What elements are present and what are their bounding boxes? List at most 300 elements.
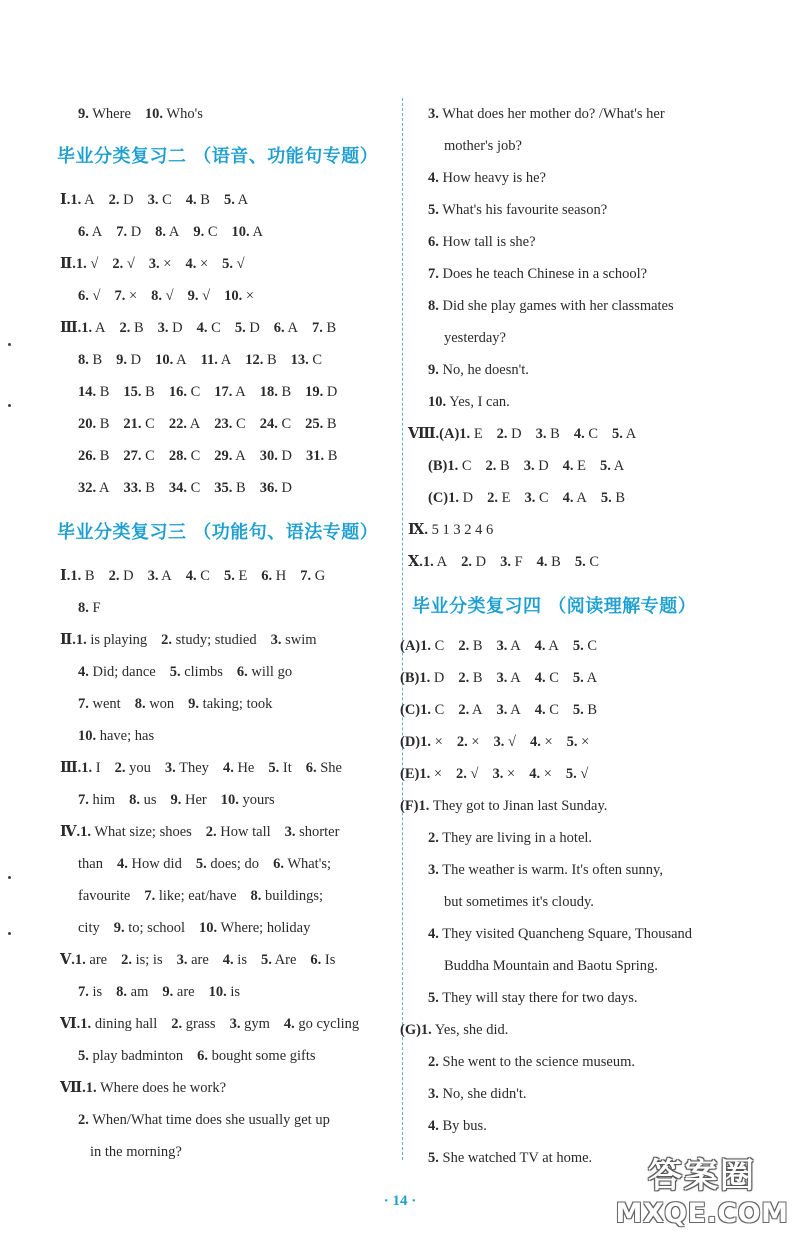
answer-text: C (190, 384, 201, 400)
answer-item (224, 190, 248, 210)
item-number: 2. (428, 1054, 439, 1070)
answer-item (114, 918, 185, 938)
answer-item (60, 950, 107, 970)
answer-item (457, 732, 480, 752)
answer-line (60, 190, 248, 210)
answer-item (563, 456, 586, 476)
item-number: 2. (458, 638, 470, 654)
answer-text: C (312, 352, 323, 368)
answer-text: B (551, 554, 561, 570)
answer-text: go cycling (298, 1016, 360, 1032)
answer-text: B (615, 490, 626, 506)
answer-item (60, 630, 147, 650)
item-number: 5. (574, 554, 586, 570)
answer-text: They got to Jinan last Sunday. (432, 798, 608, 814)
item-number: 11. (200, 352, 218, 368)
answer-text: F (514, 554, 523, 570)
answer-item (116, 222, 141, 242)
item-number: Ⅳ.1. (60, 824, 91, 840)
item-number: 4. (428, 170, 439, 186)
answer-text: A (220, 352, 232, 368)
answer-text: B (472, 638, 483, 654)
answer-text: A (161, 568, 172, 584)
answer-item (428, 392, 510, 412)
answer-item (260, 414, 291, 434)
item-number: 4. (534, 670, 546, 686)
answer-text: C (211, 320, 221, 336)
answer-item (109, 190, 134, 210)
item-number: 2. (78, 1112, 89, 1128)
answer-item (78, 350, 102, 370)
answer-item (428, 104, 665, 124)
answer-item (601, 488, 625, 508)
answer-line (78, 104, 203, 124)
answer-item (161, 630, 256, 650)
answer-item (251, 886, 324, 906)
answer-text: us (143, 792, 157, 808)
answer-item (428, 200, 607, 220)
item-number: 4. (529, 766, 541, 782)
answer-text: A (235, 448, 246, 464)
answer-item (223, 950, 247, 970)
answer-item (114, 286, 137, 306)
answer-text: She watched TV at home. (442, 1150, 593, 1166)
answer-text: C (549, 670, 559, 686)
answer-text: D (249, 320, 260, 336)
item-number: 5. (565, 766, 577, 782)
item-number: 20. (78, 416, 97, 432)
answer-item (197, 318, 221, 338)
answer-item (497, 700, 521, 720)
item-number: (F)1. (400, 798, 430, 814)
answer-text: B (99, 416, 110, 432)
answer-line (428, 988, 638, 1008)
answer-line (428, 392, 510, 412)
item-number: (B)1. (428, 458, 459, 474)
answer-line (60, 1014, 359, 1034)
answer-text: is (230, 984, 241, 1000)
item-number: 10. (220, 792, 239, 808)
item-number: 8. (129, 792, 140, 808)
answer-text: He (237, 760, 255, 776)
item-number: 6. (310, 952, 322, 968)
answer-line (428, 456, 624, 476)
item-number: 35. (214, 480, 233, 496)
item-number: 3. (428, 1086, 439, 1102)
answer-text: √ (470, 766, 479, 782)
answer-item (497, 424, 522, 444)
answer-line (428, 200, 607, 220)
answer-line (78, 662, 292, 682)
item-number: 3. (493, 734, 505, 750)
answer-text: C (145, 448, 155, 464)
answer-line (60, 1078, 226, 1098)
answer-text: E (473, 426, 483, 442)
answer-item (78, 446, 109, 466)
answer-item (486, 456, 510, 476)
answer-line (444, 892, 594, 912)
answer-item (408, 424, 483, 444)
item-number: 8. (78, 352, 89, 368)
answer-item (78, 790, 115, 810)
item-number: 7. (78, 696, 89, 712)
answer-line (60, 566, 325, 586)
answer-text: C (190, 448, 201, 464)
answer-item (78, 854, 103, 874)
answer-text: D (538, 458, 549, 474)
answer-item (535, 700, 559, 720)
answer-item (78, 222, 102, 242)
item-number: 3. (535, 426, 547, 442)
item-number: 6. (197, 1048, 208, 1064)
answer-item (535, 668, 559, 688)
answer-item (78, 104, 131, 124)
item-number: 6. (273, 320, 285, 336)
item-number: Ⅰ.1. (60, 568, 82, 584)
answer-line (428, 860, 663, 880)
answer-text: dining hall (94, 1016, 158, 1032)
item-number: 5. (260, 952, 272, 968)
answer-item (201, 350, 232, 370)
item-number: 5. (428, 202, 439, 218)
answer-item (60, 1078, 226, 1098)
answer-item (78, 662, 156, 682)
answer-item (121, 950, 163, 970)
answer-text: to; school (128, 920, 186, 936)
item-number: 3. (492, 766, 504, 782)
answer-text: B (550, 426, 560, 442)
answer-line (60, 950, 335, 970)
answer-text: B (99, 448, 110, 464)
item-number: 5. (612, 426, 623, 442)
answer-item (285, 822, 340, 842)
answer-item (60, 190, 95, 210)
answer-text: A (436, 554, 448, 570)
answer-line (60, 254, 245, 274)
answer-text: × (507, 766, 516, 782)
answer-item (271, 630, 317, 650)
page-number: · 14 · (383, 1193, 417, 1209)
answer-item (535, 636, 559, 656)
answer-text: A (235, 384, 246, 400)
item-number: 34. (168, 480, 187, 496)
item-number: 4. (185, 568, 197, 584)
item-number: 4. (428, 1118, 439, 1134)
answer-text: D (281, 448, 292, 464)
answer-item (116, 982, 148, 1002)
answer-item (461, 552, 486, 572)
answer-item (169, 382, 200, 402)
answer-text: They will stay there for two days. (442, 990, 638, 1006)
item-number: 13. (290, 352, 309, 368)
answer-item (428, 296, 674, 316)
item-number: 2. (485, 458, 497, 474)
answer-text: C (162, 192, 172, 208)
answer-line (428, 488, 625, 508)
answer-item (428, 360, 529, 380)
item-number: 9. (113, 920, 125, 936)
answer-text: Did; dance (92, 664, 156, 680)
answer-line (428, 1148, 592, 1168)
item-number: 8. (250, 888, 262, 904)
answer-item (78, 1046, 183, 1066)
item-number: 2. (456, 734, 468, 750)
item-number: 5. (600, 458, 611, 474)
item-number: 5. (234, 320, 246, 336)
item-number: 10. (199, 920, 218, 936)
answer-item (444, 136, 522, 156)
item-number: 21. (123, 416, 142, 432)
answer-item (575, 552, 599, 572)
item-number: 2. (458, 670, 470, 686)
answer-item (214, 382, 245, 402)
item-number: 2. (487, 490, 498, 506)
answer-item (119, 318, 143, 338)
answer-text: B (281, 384, 292, 400)
item-number: 28. (168, 448, 187, 464)
answer-text: Did she play games with her classmates (442, 298, 674, 314)
item-number: 7. (116, 224, 128, 240)
item-number: 4. (185, 256, 197, 272)
answer-item (123, 382, 154, 402)
answer-item (78, 726, 154, 746)
answer-line (428, 264, 647, 284)
answer-item (115, 758, 151, 778)
answer-item (90, 1142, 182, 1162)
answer-text: is playing (90, 632, 148, 648)
answer-text: A (625, 426, 637, 442)
answer-text: does; do (210, 856, 260, 872)
answer-text: A (510, 670, 521, 686)
answer-text: than (78, 856, 103, 872)
item-number: Ⅷ.(A)1. (408, 426, 471, 442)
answer-text: C (461, 458, 472, 474)
item-number: 2. (205, 824, 217, 840)
answer-item (274, 318, 298, 338)
answer-line (78, 726, 154, 746)
answer-item (428, 1116, 487, 1136)
answer-item (78, 286, 100, 306)
answer-item (224, 286, 254, 306)
answer-item (573, 636, 597, 656)
item-number: (C)1. (428, 490, 460, 506)
item-number: 7. (311, 320, 323, 336)
answer-text: B (236, 480, 246, 496)
answer-text: am (130, 984, 149, 1000)
item-number: Ⅸ. (408, 522, 428, 538)
answer-line (428, 168, 546, 188)
answer-item (78, 478, 109, 498)
answer-text: Where does he work? (100, 1080, 227, 1096)
answer-item (196, 854, 259, 874)
answer-item (237, 662, 292, 682)
answer-item (400, 700, 444, 720)
answer-text: D (326, 384, 338, 400)
item-number: Ⅱ.1. (60, 632, 87, 648)
answer-item (408, 520, 493, 540)
answer-text: Where (92, 106, 131, 122)
answer-text: Who's (166, 106, 203, 122)
answer-item (567, 732, 590, 752)
answer-text: How heavy is he? (442, 170, 546, 186)
item-number: 36. (259, 480, 278, 496)
item-number: 3. (500, 554, 511, 570)
answer-text: How tall (220, 824, 271, 840)
item-number: 5. (600, 490, 612, 506)
item-number: 9. (116, 352, 128, 368)
answer-text: × (434, 734, 443, 750)
answer-item (221, 790, 275, 810)
answer-item (428, 488, 473, 508)
answer-text: grass (185, 1016, 216, 1032)
answer-item (400, 732, 443, 752)
item-number: 10. (231, 224, 250, 240)
item-number: 6. (236, 664, 248, 680)
item-number: 8. (428, 298, 439, 314)
answer-text: Does he teach Chinese in a school? (442, 266, 648, 282)
item-number: 4. (428, 926, 439, 942)
answer-line (408, 424, 636, 444)
answer-line (78, 446, 337, 466)
answer-text: B (84, 568, 95, 584)
item-number: 6. (273, 856, 284, 872)
item-number: 4. (562, 490, 574, 506)
answer-item (428, 860, 663, 880)
answer-item (458, 636, 482, 656)
item-number: 27. (123, 448, 142, 464)
item-number: 4. (562, 458, 574, 474)
answer-line (78, 286, 254, 306)
item-number: 2. (428, 830, 439, 846)
answer-line (78, 918, 310, 938)
answer-text: yours (242, 792, 275, 808)
answer-line (60, 822, 339, 842)
item-number: 3. (148, 256, 160, 272)
item-number: 5. (428, 990, 439, 1006)
item-number: Ⅲ.1. (60, 760, 93, 776)
answer-text: How did (131, 856, 182, 872)
answer-item (188, 694, 272, 714)
answer-item (193, 222, 217, 242)
answer-item (155, 222, 179, 242)
answer-text: A (91, 224, 103, 240)
item-number: 3. (147, 192, 159, 208)
answer-line (90, 1142, 182, 1162)
answer-text: won (149, 696, 175, 712)
answer-line (400, 732, 589, 752)
item-number: 7. (78, 792, 89, 808)
answer-item (573, 668, 597, 688)
answer-item (144, 886, 236, 906)
answer-item (400, 668, 444, 688)
item-number: Ⅲ.1. (60, 320, 93, 336)
item-number: 4. (536, 554, 548, 570)
answer-text: climbs (184, 664, 223, 680)
answer-text: A (176, 352, 187, 368)
item-number: 12. (245, 352, 264, 368)
answer-item (444, 892, 594, 912)
answer-item (109, 566, 134, 586)
item-number: 4. (185, 192, 197, 208)
answer-text: A (613, 458, 625, 474)
item-number: 33. (123, 480, 142, 496)
answer-line (428, 232, 536, 252)
answer-item (60, 1014, 157, 1034)
answer-line (400, 668, 597, 688)
answer-item (261, 950, 296, 970)
answer-item (284, 1014, 359, 1034)
answer-item (214, 478, 245, 498)
answer-item (530, 732, 553, 752)
answer-item (197, 1046, 315, 1066)
answer-text: × (543, 766, 552, 782)
item-number: 31. (305, 448, 325, 464)
answer-item (135, 694, 174, 714)
watermark-url: MXQE.COM (615, 1197, 789, 1229)
answer-item (155, 350, 186, 370)
answer-item (400, 764, 442, 784)
answer-item (456, 764, 478, 784)
answer-item (199, 918, 310, 938)
answer-item (536, 424, 560, 444)
answer-item (158, 318, 183, 338)
answer-line (400, 796, 607, 816)
answer-line (428, 104, 665, 124)
answer-text: No, he doesn't. (442, 362, 529, 378)
item-number: 32. (78, 480, 97, 496)
item-number: 3. (496, 702, 508, 718)
answer-item (223, 758, 254, 778)
item-number: 3. (147, 568, 159, 584)
answer-text: I (95, 760, 101, 776)
answer-item (563, 488, 587, 508)
answer-line (428, 828, 592, 848)
item-number: 22. (168, 416, 187, 432)
item-number: 26. (78, 448, 97, 464)
item-number: 6. (78, 288, 89, 304)
answer-item (444, 328, 506, 348)
answer-item (177, 950, 209, 970)
answer-item (537, 552, 561, 572)
answer-item (428, 988, 638, 1008)
answer-text: A (95, 320, 106, 336)
answer-text: A (548, 638, 559, 654)
answer-item (78, 886, 130, 906)
item-number: 17. (214, 384, 233, 400)
item-number: 3. (428, 862, 439, 878)
answer-text: will go (251, 664, 293, 680)
item-number: 18. (259, 384, 278, 400)
answer-text: √ (202, 288, 211, 304)
answer-item (458, 668, 482, 688)
answer-item (573, 700, 597, 720)
item-number: 7. (428, 266, 439, 282)
answer-item (78, 382, 109, 402)
answer-item (60, 566, 95, 586)
item-number: 2. (108, 568, 120, 584)
answer-item (169, 414, 200, 434)
answer-text: × (199, 256, 209, 272)
answer-text: D (511, 426, 522, 442)
item-number: 6. (428, 234, 439, 250)
answer-text: C (549, 702, 559, 718)
answer-line (444, 328, 506, 348)
answer-item (78, 982, 102, 1002)
answer-text: A (510, 702, 521, 718)
answer-line (78, 478, 292, 498)
answer-text: went (92, 696, 121, 712)
item-number: 3. (164, 760, 176, 776)
